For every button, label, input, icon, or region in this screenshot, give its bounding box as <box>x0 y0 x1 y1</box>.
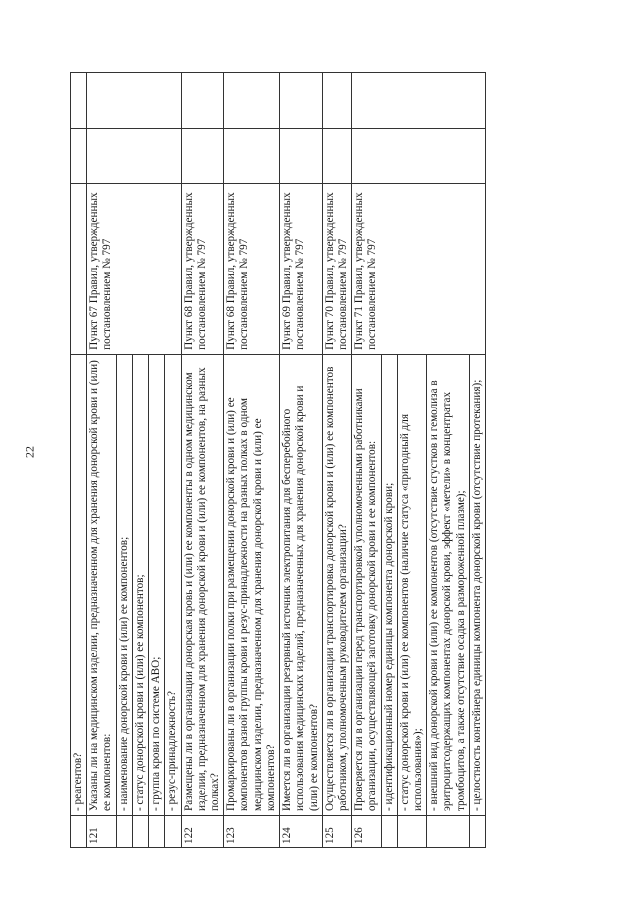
row-number-empty <box>132 815 148 847</box>
row-empty-cell <box>71 128 87 184</box>
row-empty-cell <box>322 128 351 184</box>
page-number: 22 <box>22 446 37 458</box>
row-empty-cell <box>280 128 323 184</box>
row-subitem: - целостность контейнера единицы компонента донорской крови (отсутствие протекания); <box>469 354 485 815</box>
row-question: Проверяется ли в организации перед транспортировкой уполномоченными работниками организации, осуществляющей заготовку донорской крови и ее компонентов: <box>352 354 381 815</box>
row-number: 125 <box>322 815 351 847</box>
checklist-table <box>70 72 486 848</box>
row-empty-cell <box>322 73 351 129</box>
row-empty-cell <box>181 73 224 129</box>
row-reference: Пункт 68 Правил, утвержденных постановлением № 797 <box>181 184 224 355</box>
table-row <box>181 73 224 848</box>
row-number: 124 <box>280 815 323 847</box>
row-subitem: - внешний вид донорской крови и (или) ее компонентов (отсутствие сгустков и гемолиза в эритроцитсодержащих компонентах донорской крови, эффект «метели» в концентратах тромбоцитов, а также отсутствие осадка в размороженной плазме); <box>427 354 470 815</box>
row-empty-cell <box>71 73 87 129</box>
row-reference: Пункт 70 Правил, утвержденных постановлением № 797 <box>322 184 351 355</box>
row-subitem: - идентификационный номер единицы компонента донорской крови; <box>381 354 397 815</box>
row-reference: Пункт 67 Правил, утвержденных постановлением № 797 <box>87 184 181 355</box>
row-reference <box>71 184 87 355</box>
rotated-table-container <box>70 72 542 848</box>
row-empty-cell <box>181 128 224 184</box>
row-number-empty <box>116 815 132 847</box>
row-number-empty <box>381 815 397 847</box>
row-empty-cell <box>352 128 486 184</box>
row-number-empty <box>397 815 426 847</box>
row-question: Осуществляется ли в организации транспортировка донорской крови и (или) ее компонентов работником, уполномоченным руководителем организации? <box>322 354 351 815</box>
row-question: Размещены ли в организации донорская кровь и (или) ее компоненты в одном медицинском изделии, предназначенном для хранения донорской крови и (или) ее компонентов, на разных полках? <box>181 354 224 815</box>
row-question: Имеется ли в организации резервный источник электропитания для бесперебойного использования медицинских изделий, предназначенных для хранения донорской крови и (или) ее компонентов? <box>280 354 323 815</box>
table-row <box>224 73 280 848</box>
row-subitem: - статус донорской крови и (или) ее компонентов; <box>132 354 148 815</box>
row-reference: Пункт 71 Правил, утвержденных постановлением № 797 <box>352 184 486 355</box>
row-subitem: - резус-принадлежность? <box>165 354 181 815</box>
row-subitem: - группа крови по системе АВО; <box>149 354 165 815</box>
table-row <box>71 73 87 848</box>
row-number: 126 <box>352 815 381 847</box>
row-subitem: - наименование донорской крови и (или) ее компонентов; <box>116 354 132 815</box>
row-number-empty <box>165 815 181 847</box>
table-row <box>352 73 381 848</box>
table-row <box>87 73 116 848</box>
row-number-empty <box>149 815 165 847</box>
row-reference: Пункт 68 Правил, утвержденных постановлением № 797 <box>224 184 280 355</box>
row-empty-cell <box>224 73 280 129</box>
row-number: 123 <box>224 815 280 847</box>
row-empty-cell <box>87 128 181 184</box>
row-empty-cell <box>87 73 181 129</box>
row-subitem: - статус донорской крови и (или) ее компонентов (наличие статуса «пригодный для использования»); <box>397 354 426 815</box>
row-reference: Пункт 69 Правил, утвержденных постановлением № 797 <box>280 184 323 355</box>
table-row <box>280 73 323 848</box>
row-question: Указаны ли на медицинском изделии, предназначенном для хранения донорской крови и (или) ее компонентов: <box>87 354 116 815</box>
row-number-empty <box>427 815 470 847</box>
row-number-empty <box>469 815 485 847</box>
row-empty-cell <box>352 73 486 129</box>
row-question: Промаркированы ли в организации полки при размещении донорской крови и (или) ее компонентов разной группы крови и резус-принадлежности на разных полках в одном медицинском изделии, предназначенном для хранения донорской крови и (или) ее компонентов? <box>224 354 280 815</box>
table-row <box>322 73 351 848</box>
row-number: 121 <box>87 815 116 847</box>
row-question: - реагентов? <box>71 354 87 815</box>
row-empty-cell <box>280 73 323 129</box>
row-empty-cell <box>224 128 280 184</box>
row-number <box>71 815 87 847</box>
row-number: 122 <box>181 815 224 847</box>
